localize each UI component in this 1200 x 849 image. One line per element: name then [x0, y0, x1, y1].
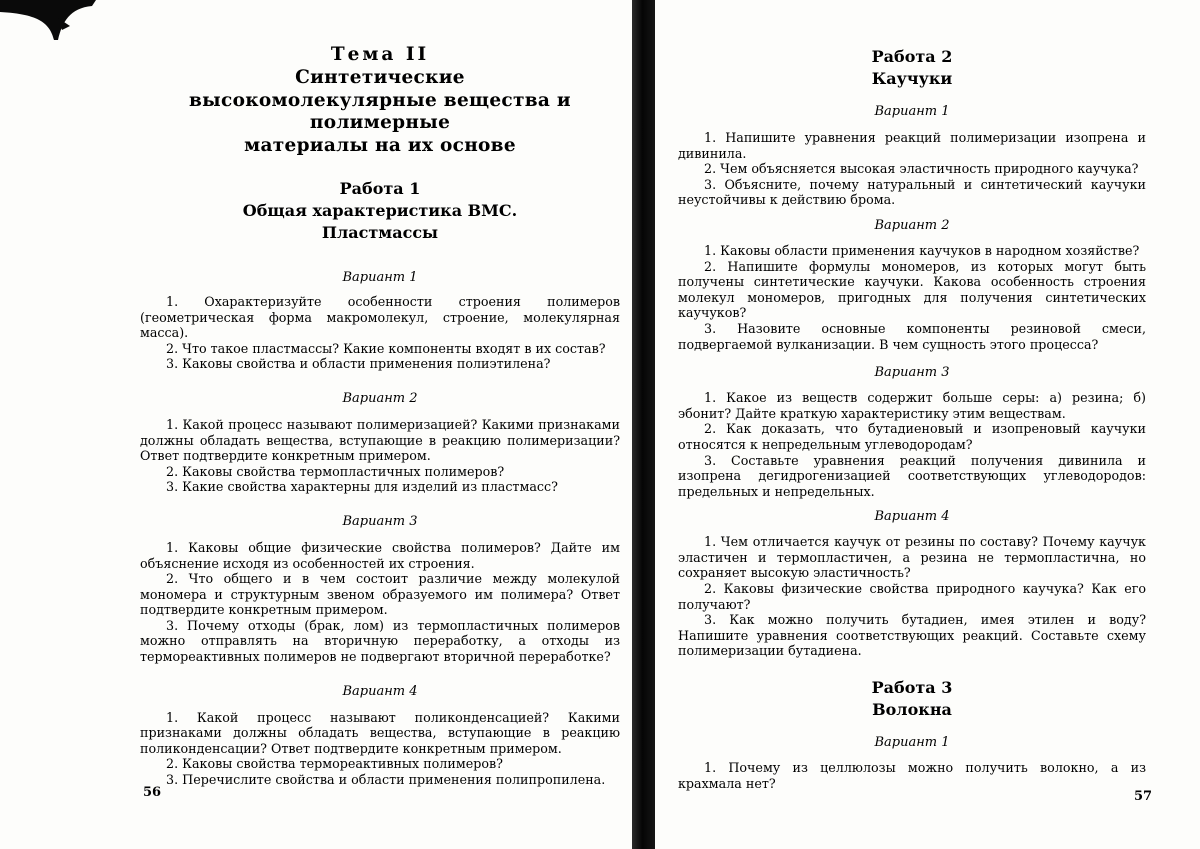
variant-heading: Вариант 1	[874, 104, 950, 119]
variant-heading: Вариант 3	[874, 365, 950, 381]
topic-heading	[140, 44, 620, 158]
question: 3. Почему отходы (брак, лом) из термопластичных полимеров можно отправлять на вторичную переработку, а отходы из термореактивных полимеров не подвергают вторичной переработке?	[140, 617, 620, 665]
question: 1. Напишите уравнения реакций полимеризации изопрена и дивинила.	[678, 130, 1146, 161]
page-number: 57	[1134, 789, 1153, 804]
right-page-content	[678, 46, 1146, 791]
question: 2. Что общего и в чем состоит различие между молекулой мономера и структурным звеном образуемого им полимера? Ответ подтвердите конкретным примером.	[140, 571, 620, 618]
variant-block	[140, 294, 620, 372]
question: 1. Почему из целлюлозы можно получить волокно, а из крахмала нет?	[678, 760, 1146, 791]
variant-block	[140, 417, 620, 495]
question: 2. Чем объясняется высокая эластичность природного каучука?	[704, 161, 1139, 177]
work-heading	[140, 178, 620, 244]
work-subtitle: Пластмассы	[321, 222, 439, 242]
work-title: Работа 2	[871, 47, 953, 66]
question: 3. Объясните, почему натуральный и синтетический каучуки неустойчивы к действию брома.	[678, 176, 1146, 208]
question: 2. Как доказать, что бутадиеновый и изопреновый каучуки относятся к непредельным углеводородам?	[678, 421, 1146, 452]
variant-block	[678, 390, 1146, 499]
variant-block	[140, 540, 620, 665]
work-title: Работа 1	[339, 178, 421, 198]
topic-title-line: Синтетические	[295, 66, 465, 88]
question: 3. Перечислите свойства и области применения полипропилена.	[166, 772, 606, 788]
question: 2. Напишите формулы мономеров, из которых могут быть получены синтетические каучуки. Какова особенность строения молекул мономеров, пригодных для получения синтетических каучуков?	[678, 258, 1146, 321]
work-heading	[678, 46, 1146, 90]
variant-block	[140, 710, 620, 788]
question: 2. Что такое пластмассы? Какие компоненты входят в их состав?	[166, 340, 606, 356]
question: 2. Каковы свойства термопластичных полимеров?	[166, 463, 505, 479]
question: 1. Какой процесс называют полимеризацией? Какими признаками должны обладать вещества, вступающие в реакцию полимеризации? Ответ подтвердите конкретным примером.	[140, 416, 620, 464]
variant-heading: Вариант 2	[342, 390, 418, 406]
left-page-content	[140, 44, 620, 788]
page-corner-shadow	[0, 0, 96, 40]
question: 3. Каковы свойства и области применения полиэтилена?	[166, 356, 551, 372]
book-binding	[632, 0, 655, 849]
question: 3. Как можно получить бутадиен, имея этилен и воду? Напишите уравнения соответствующих реакций. Составьте схему полимеризации бутадиена.	[678, 612, 1146, 659]
page-number: 56	[143, 785, 162, 800]
variant-heading: Вариант 3	[342, 513, 418, 529]
topic-title-line: высокомолекулярные вещества и полимерные	[189, 89, 571, 134]
work-subtitle: Каучуки	[871, 69, 953, 88]
work-subtitle: Общая характеристика ВМС.	[242, 200, 518, 220]
question: 1. Какое из веществ содержит больше серы: а) резина; б) эбонит? Дайте краткую характеристику этим веществам.	[678, 390, 1146, 421]
question: 3. Какие свойства характерны для изделий из пластмасс?	[166, 479, 558, 495]
variant-block	[678, 130, 1146, 208]
work-subtitle: Волокна	[872, 700, 952, 720]
work-heading	[678, 677, 1146, 721]
question: 1. Каковы общие физические свойства полимеров? Дайте им объяснение исходя из особенностей их строения.	[140, 539, 620, 571]
question: 2. Каковы свойства термореактивных полимеров?	[166, 756, 503, 772]
question: 3. Составьте уравнения реакций получения дивинила и изопрена дегидрогенизацией соответствующих углеводородов: предельных и непредельных.	[678, 452, 1146, 499]
question: 3. Назовите основные компоненты резиновой смеси, подвергаемой вулканизации. В чем сущность этого процесса?	[678, 320, 1146, 352]
variant-block	[678, 243, 1146, 352]
question: 1. Охарактеризуйте особенности строения полимеров (геометрическая форма макромолекул, строение, молекулярная масса).	[140, 293, 620, 341]
question: 1. Чем отличается каучук от резины по составу? Почему каучук эластичен и термопластичен, а резина не термопластична, но сохраняет высокую эластичность?	[678, 534, 1146, 581]
topic-title-line: материалы на их основе	[244, 135, 516, 157]
variant-block	[678, 760, 1146, 791]
variant-heading: Вариант 1	[874, 735, 950, 751]
question: 1. Каковы области применения каучуков в народном хозяйстве?	[704, 242, 1140, 258]
variant-heading: Вариант 1	[342, 269, 418, 285]
variant-block	[678, 534, 1146, 659]
variant-heading: Вариант 4	[874, 509, 950, 525]
question: 2. Каковы физические свойства природного каучука? Как его получают?	[678, 581, 1146, 612]
variant-heading: Вариант 2	[874, 217, 950, 233]
variant-heading: Вариант 4	[342, 683, 418, 699]
question: 1. Какой процесс называют поликонденсацией? Какими признаками должны обладать вещества, вступающие в реакцию поликонденсации? Ответ подтвердите конкретным примером.	[140, 709, 620, 756]
work-title: Работа 3	[871, 678, 953, 698]
topic-label: Тема II	[330, 44, 430, 65]
